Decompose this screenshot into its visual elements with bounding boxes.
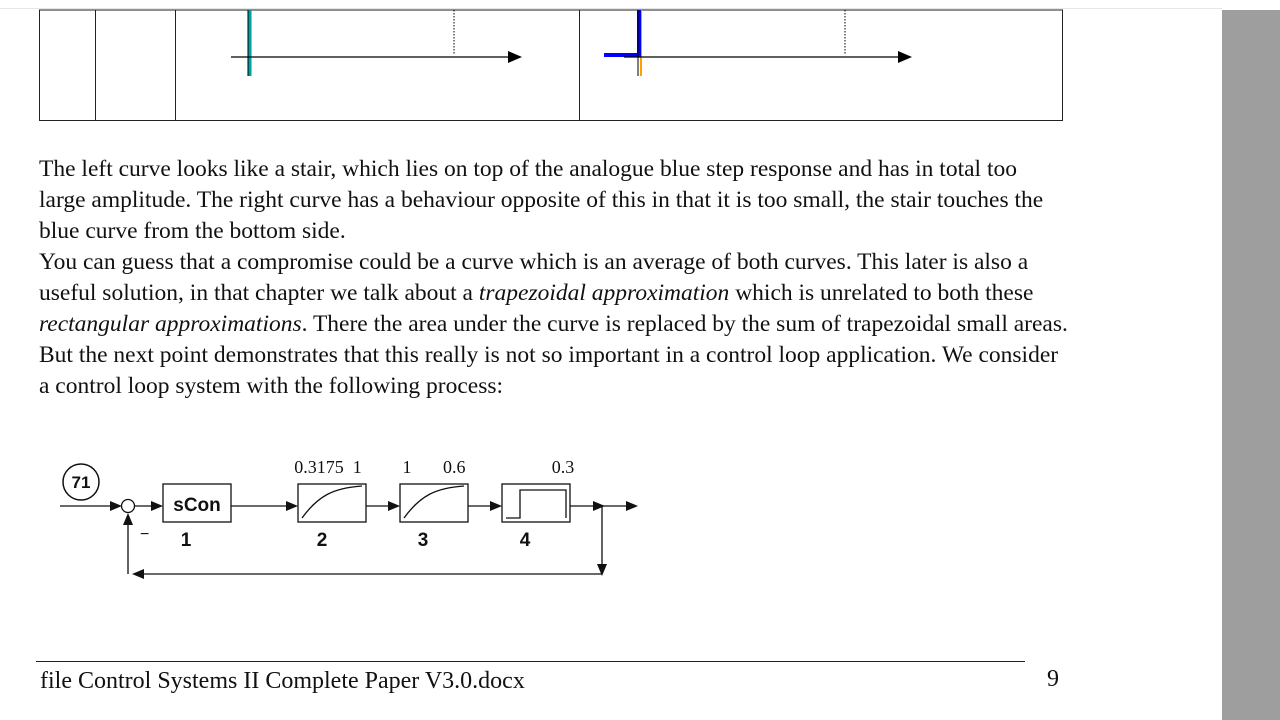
term-trapezoidal: trapezoidal approximation: [478, 280, 730, 306]
control-loop-diagram: [0, 450, 700, 590]
block-3-box: [400, 484, 468, 522]
block-1-label: sCon: [173, 495, 221, 516]
arrowhead: [132, 569, 144, 579]
block-3-params: 1 0.6: [402, 457, 466, 477]
footer-filename: file Control Systems II Complete Paper V3.0.docx: [40, 668, 525, 694]
output-arrowhead: [626, 501, 638, 511]
block-2-number: 2: [316, 530, 328, 551]
paragraph-text: You can guess that a compromise could be a curve which is an average of both curves. This later is also a useful solution, in that chapter we talk about a: [39, 249, 1029, 306]
diagram-label: 71: [71, 473, 91, 492]
block-2-response-icon: [302, 486, 362, 518]
right-analog-curve: [604, 10, 639, 55]
block-3-response-icon: [404, 486, 464, 518]
block-1-number: 1: [180, 530, 192, 551]
paragraph-stair-comparison: The left curve looks like a stair, which lies on top of the analogue blue step response and has in total too large amplitude. The right curve has a behaviour opposite of this in that it is too small, the stair touches the blue curve from the bottom side.: [39, 156, 1044, 244]
page-number: 9: [1047, 666, 1059, 692]
block-4-number: 4: [519, 530, 531, 551]
arrowhead: [151, 501, 163, 511]
left-x-axis-arrow: [508, 51, 522, 63]
arrowhead: [490, 501, 502, 511]
summing-junction: [122, 500, 135, 513]
paragraph-text: which is unrelated to both these: [729, 280, 1034, 306]
block-3-number: 3: [417, 530, 429, 551]
right-x-axis-arrow: [898, 51, 912, 63]
arrowhead: [110, 501, 122, 511]
block-4-deadtime-icon: [506, 490, 566, 518]
paragraph-control-loop: But the next point demonstrates that this really is not so important in a control loop application. We consider a control loop system with the following process:: [39, 342, 1059, 399]
body-text: [39, 154, 1069, 402]
feedback-sign: −: [140, 526, 150, 543]
paragraph-text: . There the area under the curve is replaced by the sum of trapezoidal small areas.: [301, 311, 1068, 337]
left-step-plot: [231, 10, 522, 76]
block-2-params: 0.3175 1: [294, 457, 362, 477]
block-2-box: [298, 484, 366, 522]
term-rectangular: rectangular approximations: [39, 311, 302, 337]
paragraph-trapezoidal: [39, 247, 1069, 340]
arrowhead: [123, 513, 133, 525]
vertical-scrollbar[interactable]: [1222, 10, 1280, 720]
step-response-figure: [0, 0, 1222, 125]
block-4-params: 0.3: [551, 457, 575, 477]
arrowhead: [593, 501, 605, 511]
figure-table-border: [40, 10, 1063, 121]
arrowhead: [286, 501, 298, 511]
arrowhead: [388, 501, 400, 511]
right-step-plot: [604, 10, 912, 76]
footer-rule: [36, 661, 1025, 662]
